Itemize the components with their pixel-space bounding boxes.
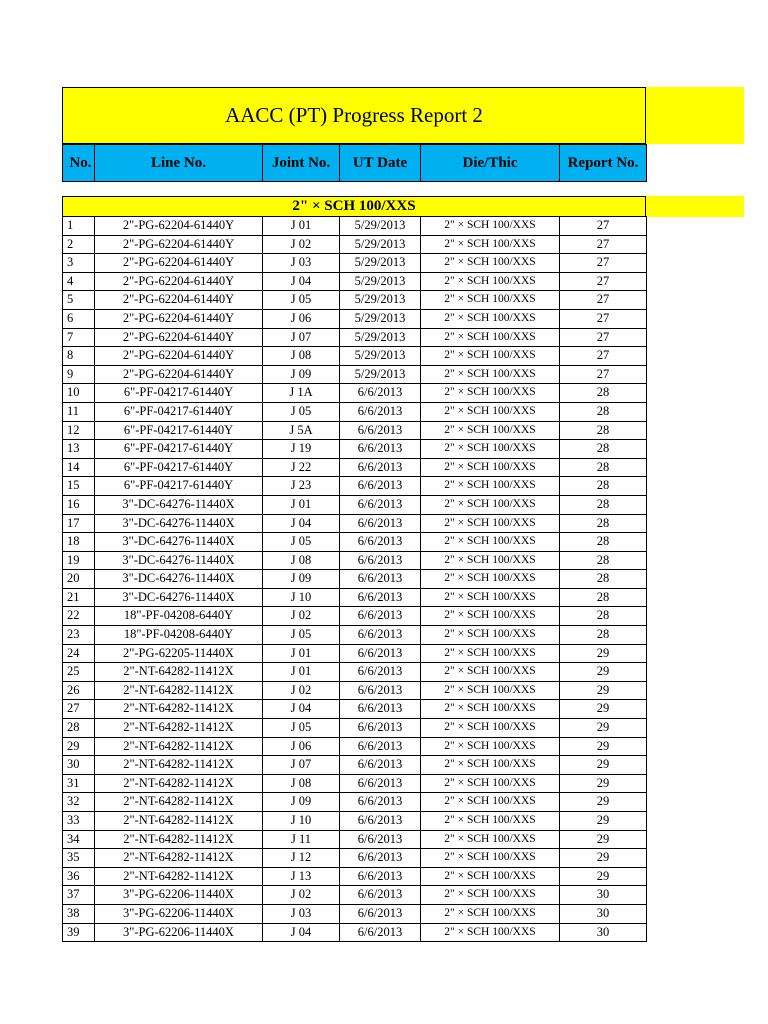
cell-no: 8	[62, 346, 95, 366]
cell-line-no: 2"-NT-64282-11412X	[94, 774, 263, 794]
cell-ut-date: 5/29/2013	[339, 272, 421, 292]
cell-no: 36	[62, 867, 95, 887]
cell-no: 14	[62, 458, 95, 478]
header-joint-no: Joint No.	[262, 144, 340, 182]
title-band	[62, 87, 744, 144]
cell-ut-date: 6/6/2013	[339, 755, 421, 775]
cell-die-thic: 2" × SCH 100/XXS	[420, 365, 560, 385]
cell-joint-no: J 07	[262, 328, 340, 348]
cell-ut-date: 6/6/2013	[339, 402, 421, 422]
cell-die-thic: 2" × SCH 100/XXS	[420, 346, 560, 366]
cell-report-no: 27	[559, 216, 647, 236]
table-row	[62, 459, 646, 478]
cell-joint-no: J 05	[262, 625, 340, 645]
cell-ut-date: 6/6/2013	[339, 811, 421, 831]
cell-report-no: 29	[559, 830, 647, 850]
table-row	[62, 477, 646, 496]
table-row	[62, 273, 646, 292]
cell-no: 9	[62, 365, 95, 385]
cell-line-no: 2"-PG-62204-61440Y	[94, 253, 263, 273]
cell-report-no: 29	[559, 792, 647, 812]
cell-ut-date: 5/29/2013	[339, 346, 421, 366]
cell-joint-no: J 01	[262, 662, 340, 682]
cell-die-thic: 2" × SCH 100/XXS	[420, 495, 560, 515]
cell-ut-date: 5/29/2013	[339, 216, 421, 236]
table-row	[62, 756, 646, 775]
cell-joint-no: J 02	[262, 606, 340, 626]
cell-report-no: 29	[559, 681, 647, 701]
cell-die-thic: 2" × SCH 100/XXS	[420, 290, 560, 310]
table-body	[62, 217, 646, 942]
cell-joint-no: J 13	[262, 867, 340, 887]
cell-die-thic: 2" × SCH 100/XXS	[420, 383, 560, 403]
cell-report-no: 29	[559, 699, 647, 719]
cell-line-no: 18"-PF-04208-6440Y	[94, 625, 263, 645]
cell-die-thic: 2" × SCH 100/XXS	[420, 514, 560, 534]
cell-die-thic: 2" × SCH 100/XXS	[420, 272, 560, 292]
cell-no: 32	[62, 792, 95, 812]
cell-report-no: 29	[559, 737, 647, 757]
cell-line-no: 3"-DC-64276-11440X	[94, 588, 263, 608]
table-row	[62, 217, 646, 236]
cell-joint-no: J 04	[262, 699, 340, 719]
cell-ut-date: 6/6/2013	[339, 662, 421, 682]
cell-ut-date: 6/6/2013	[339, 551, 421, 571]
cell-no: 20	[62, 569, 95, 589]
table-row	[62, 366, 646, 385]
cell-report-no: 28	[559, 532, 647, 552]
cell-line-no: 2"-NT-64282-11412X	[94, 867, 263, 887]
cell-report-no: 29	[559, 644, 647, 664]
cell-no: 25	[62, 662, 95, 682]
cell-no: 4	[62, 272, 95, 292]
cell-report-no: 28	[559, 569, 647, 589]
cell-joint-no: J 06	[262, 737, 340, 757]
cell-ut-date: 5/29/2013	[339, 290, 421, 310]
report-title: AACC (PT) Progress Report 2	[62, 87, 646, 144]
cell-joint-no: J 05	[262, 402, 340, 422]
cell-line-no: 2"-PG-62204-61440Y	[94, 328, 263, 348]
cell-line-no: 2"-PG-62204-61440Y	[94, 216, 263, 236]
table-row	[62, 552, 646, 571]
cell-line-no: 2"-NT-64282-11412X	[94, 830, 263, 850]
table-row	[62, 849, 646, 868]
cell-joint-no: J 1A	[262, 383, 340, 403]
cell-report-no: 29	[559, 867, 647, 887]
cell-report-no: 27	[559, 235, 647, 255]
cell-line-no: 2"-NT-64282-11412X	[94, 737, 263, 757]
table-row	[62, 607, 646, 626]
cell-joint-no: J 02	[262, 681, 340, 701]
cell-die-thic: 2" × SCH 100/XXS	[420, 644, 560, 664]
cell-no: 5	[62, 290, 95, 310]
cell-report-no: 28	[559, 402, 647, 422]
cell-joint-no: J 10	[262, 588, 340, 608]
column-header-row	[62, 144, 646, 182]
cell-no: 13	[62, 439, 95, 459]
table-row	[62, 812, 646, 831]
cell-die-thic: 2" × SCH 100/XXS	[420, 681, 560, 701]
table-row	[62, 738, 646, 757]
table-row	[62, 570, 646, 589]
header-die-thic: Die/Thic	[420, 144, 560, 182]
cell-die-thic: 2" × SCH 100/XXS	[420, 551, 560, 571]
cell-ut-date: 6/6/2013	[339, 848, 421, 868]
cell-no: 16	[62, 495, 95, 515]
header-line-no: Line No.	[94, 144, 263, 182]
cell-ut-date: 6/6/2013	[339, 458, 421, 478]
table-row	[62, 291, 646, 310]
cell-die-thic: 2" × SCH 100/XXS	[420, 532, 560, 552]
header-no: No.	[62, 144, 95, 182]
cell-report-no: 28	[559, 551, 647, 571]
cell-die-thic: 2" × SCH 100/XXS	[420, 328, 560, 348]
table-row	[62, 347, 646, 366]
cell-die-thic: 2" × SCH 100/XXS	[420, 625, 560, 645]
cell-no: 34	[62, 830, 95, 850]
table-row	[62, 310, 646, 329]
table-row	[62, 515, 646, 534]
cell-report-no: 27	[559, 253, 647, 273]
cell-joint-no: J 05	[262, 290, 340, 310]
cell-report-no: 28	[559, 439, 647, 459]
cell-joint-no: J 08	[262, 551, 340, 571]
cell-joint-no: J 01	[262, 495, 340, 515]
cell-line-no: 3"-DC-64276-11440X	[94, 532, 263, 552]
table-row	[62, 236, 646, 255]
cell-no: 22	[62, 606, 95, 626]
cell-ut-date: 6/6/2013	[339, 532, 421, 552]
cell-ut-date: 6/6/2013	[339, 867, 421, 887]
table-row	[62, 589, 646, 608]
header-report-no: Report No.	[559, 144, 647, 182]
cell-die-thic: 2" × SCH 100/XXS	[420, 718, 560, 738]
cell-die-thic: 2" × SCH 100/XXS	[420, 421, 560, 441]
table-row	[62, 924, 646, 943]
cell-ut-date: 6/6/2013	[339, 718, 421, 738]
cell-die-thic: 2" × SCH 100/XXS	[420, 885, 560, 905]
cell-line-no: 6"-PF-04217-61440Y	[94, 402, 263, 422]
cell-die-thic: 2" × SCH 100/XXS	[420, 737, 560, 757]
cell-no: 28	[62, 718, 95, 738]
cell-ut-date: 6/6/2013	[339, 792, 421, 812]
cell-ut-date: 5/29/2013	[339, 253, 421, 273]
cell-ut-date: 6/6/2013	[339, 588, 421, 608]
cell-ut-date: 6/6/2013	[339, 514, 421, 534]
cell-line-no: 2"-NT-64282-11412X	[94, 755, 263, 775]
cell-joint-no: J 02	[262, 235, 340, 255]
table-row	[62, 682, 646, 701]
cell-ut-date: 6/6/2013	[339, 830, 421, 850]
table-row	[62, 700, 646, 719]
cell-report-no: 28	[559, 625, 647, 645]
cell-ut-date: 6/6/2013	[339, 495, 421, 515]
cell-line-no: 3"-DC-64276-11440X	[94, 551, 263, 571]
cell-die-thic: 2" × SCH 100/XXS	[420, 588, 560, 608]
cell-joint-no: J 03	[262, 904, 340, 924]
cell-line-no: 3"-DC-64276-11440X	[94, 514, 263, 534]
cell-report-no: 28	[559, 383, 647, 403]
cell-ut-date: 6/6/2013	[339, 439, 421, 459]
cell-no: 23	[62, 625, 95, 645]
cell-joint-no: J 04	[262, 923, 340, 943]
cell-report-no: 29	[559, 662, 647, 682]
cell-die-thic: 2" × SCH 100/XXS	[420, 216, 560, 236]
cell-no: 24	[62, 644, 95, 664]
cell-ut-date: 5/29/2013	[339, 235, 421, 255]
cell-line-no: 3"-PG-62206-11440X	[94, 923, 263, 943]
cell-report-no: 29	[559, 848, 647, 868]
cell-ut-date: 6/6/2013	[339, 904, 421, 924]
cell-ut-date: 6/6/2013	[339, 625, 421, 645]
cell-ut-date: 6/6/2013	[339, 606, 421, 626]
cell-ut-date: 5/29/2013	[339, 328, 421, 348]
cell-no: 37	[62, 885, 95, 905]
cell-joint-no: J 03	[262, 253, 340, 273]
cell-die-thic: 2" × SCH 100/XXS	[420, 235, 560, 255]
cell-die-thic: 2" × SCH 100/XXS	[420, 253, 560, 273]
cell-die-thic: 2" × SCH 100/XXS	[420, 606, 560, 626]
table-row	[62, 663, 646, 682]
table-row	[62, 831, 646, 850]
cell-line-no: 18"-PF-04208-6440Y	[94, 606, 263, 626]
cell-joint-no: J 5A	[262, 421, 340, 441]
cell-no: 11	[62, 402, 95, 422]
cell-no: 21	[62, 588, 95, 608]
cell-joint-no: J 23	[262, 476, 340, 496]
cell-no: 27	[62, 699, 95, 719]
cell-line-no: 2"-NT-64282-11412X	[94, 699, 263, 719]
cell-die-thic: 2" × SCH 100/XXS	[420, 774, 560, 794]
cell-ut-date: 6/6/2013	[339, 923, 421, 943]
cell-line-no: 2"-NT-64282-11412X	[94, 662, 263, 682]
table-row	[62, 533, 646, 552]
cell-report-no: 29	[559, 718, 647, 738]
table-row	[62, 719, 646, 738]
cell-die-thic: 2" × SCH 100/XXS	[420, 830, 560, 850]
cell-report-no: 30	[559, 885, 647, 905]
cell-line-no: 6"-PF-04217-61440Y	[94, 383, 263, 403]
cell-no: 12	[62, 421, 95, 441]
cell-report-no: 28	[559, 421, 647, 441]
cell-report-no: 27	[559, 365, 647, 385]
cell-no: 35	[62, 848, 95, 868]
cell-joint-no: J 08	[262, 346, 340, 366]
cell-no: 30	[62, 755, 95, 775]
cell-die-thic: 2" × SCH 100/XXS	[420, 476, 560, 496]
cell-joint-no: J 22	[262, 458, 340, 478]
cell-report-no: 30	[559, 923, 647, 943]
table-row	[62, 793, 646, 812]
table-row	[62, 905, 646, 924]
header-ut-date: UT Date	[339, 144, 421, 182]
cell-joint-no: J 08	[262, 774, 340, 794]
cell-report-no: 28	[559, 514, 647, 534]
cell-die-thic: 2" × SCH 100/XXS	[420, 904, 560, 924]
cell-die-thic: 2" × SCH 100/XXS	[420, 309, 560, 329]
cell-report-no: 28	[559, 495, 647, 515]
cell-line-no: 2"-PG-62204-61440Y	[94, 235, 263, 255]
cell-die-thic: 2" × SCH 100/XXS	[420, 569, 560, 589]
cell-no: 10	[62, 383, 95, 403]
cell-joint-no: J 09	[262, 792, 340, 812]
table-row	[62, 440, 646, 459]
cell-joint-no: J 06	[262, 309, 340, 329]
cell-report-no: 27	[559, 346, 647, 366]
cell-report-no: 27	[559, 272, 647, 292]
cell-joint-no: J 09	[262, 569, 340, 589]
cell-ut-date: 6/6/2013	[339, 681, 421, 701]
cell-line-no: 6"-PF-04217-61440Y	[94, 458, 263, 478]
group-label: 2" × SCH 100/XXS	[62, 196, 646, 217]
table-row	[62, 775, 646, 794]
table-row	[62, 645, 646, 664]
table-row	[62, 496, 646, 515]
cell-ut-date: 6/6/2013	[339, 383, 421, 403]
cell-line-no: 3"-PG-62206-11440X	[94, 885, 263, 905]
cell-ut-date: 6/6/2013	[339, 774, 421, 794]
cell-no: 17	[62, 514, 95, 534]
cell-joint-no: J 11	[262, 830, 340, 850]
cell-line-no: 3"-DC-64276-11440X	[94, 569, 263, 589]
cell-joint-no: J 02	[262, 885, 340, 905]
cell-die-thic: 2" × SCH 100/XXS	[420, 867, 560, 887]
cell-line-no: 2"-PG-62204-61440Y	[94, 365, 263, 385]
table-row	[62, 384, 646, 403]
cell-joint-no: J 12	[262, 848, 340, 868]
cell-line-no: 2"-NT-64282-11412X	[94, 848, 263, 868]
table-row	[62, 626, 646, 645]
cell-report-no: 27	[559, 309, 647, 329]
cell-no: 19	[62, 551, 95, 571]
cell-line-no: 2"-PG-62204-61440Y	[94, 272, 263, 292]
cell-line-no: 6"-PF-04217-61440Y	[94, 439, 263, 459]
cell-ut-date: 6/6/2013	[339, 476, 421, 496]
cell-no: 18	[62, 532, 95, 552]
cell-report-no: 29	[559, 811, 647, 831]
cell-die-thic: 2" × SCH 100/XXS	[420, 755, 560, 775]
cell-line-no: 3"-DC-64276-11440X	[94, 495, 263, 515]
cell-report-no: 27	[559, 290, 647, 310]
cell-ut-date: 6/6/2013	[339, 421, 421, 441]
cell-ut-date: 6/6/2013	[339, 699, 421, 719]
cell-die-thic: 2" × SCH 100/XXS	[420, 699, 560, 719]
cell-report-no: 28	[559, 588, 647, 608]
cell-line-no: 6"-PF-04217-61440Y	[94, 421, 263, 441]
cell-ut-date: 5/29/2013	[339, 365, 421, 385]
cell-die-thic: 2" × SCH 100/XXS	[420, 792, 560, 812]
cell-line-no: 2"-NT-64282-11412X	[94, 681, 263, 701]
cell-report-no: 29	[559, 755, 647, 775]
cell-no: 7	[62, 328, 95, 348]
cell-no: 39	[62, 923, 95, 943]
cell-line-no: 2"-NT-64282-11412X	[94, 718, 263, 738]
cell-die-thic: 2" × SCH 100/XXS	[420, 439, 560, 459]
cell-line-no: 6"-PF-04217-61440Y	[94, 476, 263, 496]
cell-ut-date: 6/6/2013	[339, 885, 421, 905]
cell-joint-no: J 04	[262, 272, 340, 292]
table-row	[62, 868, 646, 887]
cell-joint-no: J 01	[262, 644, 340, 664]
cell-joint-no: J 01	[262, 216, 340, 236]
cell-joint-no: J 09	[262, 365, 340, 385]
cell-joint-no: J 07	[262, 755, 340, 775]
cell-no: 2	[62, 235, 95, 255]
cell-joint-no: J 10	[262, 811, 340, 831]
cell-no: 29	[62, 737, 95, 757]
cell-report-no: 27	[559, 328, 647, 348]
cell-report-no: 28	[559, 458, 647, 478]
table-row	[62, 422, 646, 441]
cell-joint-no: J 05	[262, 718, 340, 738]
cell-line-no: 3"-PG-62206-11440X	[94, 904, 263, 924]
cell-die-thic: 2" × SCH 100/XXS	[420, 458, 560, 478]
cell-no: 6	[62, 309, 95, 329]
cell-die-thic: 2" × SCH 100/XXS	[420, 923, 560, 943]
cell-no: 1	[62, 216, 95, 236]
cell-report-no: 30	[559, 904, 647, 924]
cell-die-thic: 2" × SCH 100/XXS	[420, 811, 560, 831]
cell-die-thic: 2" × SCH 100/XXS	[420, 848, 560, 868]
cell-line-no: 2"-PG-62204-61440Y	[94, 309, 263, 329]
cell-no: 31	[62, 774, 95, 794]
cell-ut-date: 6/6/2013	[339, 644, 421, 664]
group-band	[62, 196, 744, 217]
cell-line-no: 2"-PG-62205-11440X	[94, 644, 263, 664]
cell-joint-no: J 19	[262, 439, 340, 459]
cell-line-no: 2"-NT-64282-11412X	[94, 811, 263, 831]
table-row	[62, 254, 646, 273]
cell-report-no: 29	[559, 774, 647, 794]
cell-report-no: 28	[559, 476, 647, 496]
cell-die-thic: 2" × SCH 100/XXS	[420, 402, 560, 422]
cell-no: 38	[62, 904, 95, 924]
cell-ut-date: 6/6/2013	[339, 737, 421, 757]
cell-joint-no: J 04	[262, 514, 340, 534]
cell-joint-no: J 05	[262, 532, 340, 552]
table-row	[62, 329, 646, 348]
cell-no: 33	[62, 811, 95, 831]
cell-die-thic: 2" × SCH 100/XXS	[420, 662, 560, 682]
table-row	[62, 403, 646, 422]
cell-line-no: 2"-PG-62204-61440Y	[94, 346, 263, 366]
cell-line-no: 2"-PG-62204-61440Y	[94, 290, 263, 310]
cell-no: 15	[62, 476, 95, 496]
cell-report-no: 28	[559, 606, 647, 626]
table-row	[62, 886, 646, 905]
cell-line-no: 2"-NT-64282-11412X	[94, 792, 263, 812]
cell-no: 3	[62, 253, 95, 273]
cell-no: 26	[62, 681, 95, 701]
cell-ut-date: 6/6/2013	[339, 569, 421, 589]
cell-ut-date: 5/29/2013	[339, 309, 421, 329]
